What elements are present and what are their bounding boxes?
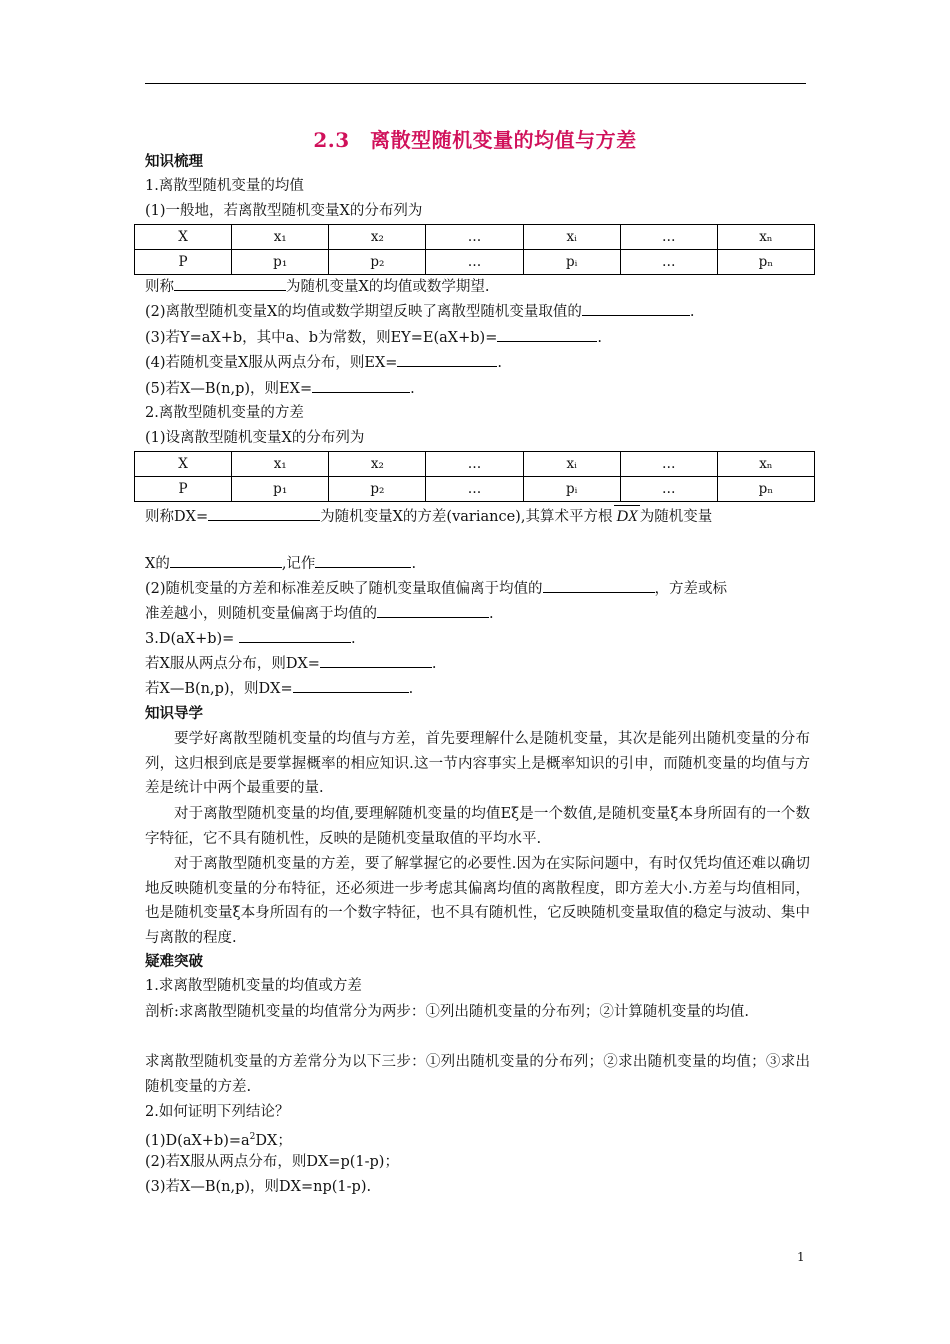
table-cell: pₙ (717, 250, 814, 275)
table-cell: … (620, 250, 717, 275)
table-cell: x₁ (232, 225, 329, 250)
table-cell: P (135, 477, 232, 502)
question-1: 1.求离散型随机变量的均值或方差 (145, 978, 362, 994)
table-intro-1: (1)一般地，若离散型随机变量X的分布列为 (145, 203, 423, 219)
binomial-mean-line: (5)若X—B(n,p)，则EX= . (145, 378, 415, 400)
table-cell: p₁ (232, 477, 329, 502)
table-cell: p₂ (329, 477, 426, 502)
table-row (135, 477, 815, 502)
conclusion-2: (2)若X服从两点分布，则DX=p(1-p)； (145, 1154, 399, 1170)
conclusion-3: (3)若X—B(n,p)，则DX=np(1-p). (145, 1179, 372, 1195)
table-cell: pᵢ (523, 477, 620, 502)
table-cell: X (135, 225, 232, 250)
table-cell: … (620, 477, 717, 502)
table-cell: … (620, 225, 717, 250)
table-cell: pᵢ (523, 250, 620, 275)
table-cell: … (620, 452, 717, 477)
table-row (135, 225, 815, 250)
answer-2-paragraph: 求离散型随机变量的方差常分为以下三步：①列出随机变量的分布列；②求出随机变量的均值；③求出随机变量的方差. (145, 1054, 810, 1095)
std-dev-line: X的 ,记作 . (145, 553, 416, 575)
table-cell: x₂ (329, 225, 426, 250)
table-row (135, 452, 815, 477)
distribution-table-2 (134, 451, 815, 502)
mean-reflects-line: (2)离散型随机变量X的均值或数学期望反映了离散型随机变量取值的 . (145, 301, 694, 323)
table-cell: … (426, 250, 523, 275)
section-heading-guide: 知识导学 (145, 705, 203, 722)
variance-reflects-line-2: 准差越小，则随机变量偏离于均值的 . (145, 603, 494, 625)
table-intro-2: (1)设离散型随机变量X的分布列为 (145, 430, 365, 446)
question-2: 2.如何证明下列结论？ (145, 1104, 290, 1120)
table-cell: p₁ (232, 250, 329, 275)
header-rule (145, 83, 806, 84)
linear-variance-line: 3.D(aX+b)= . (145, 628, 356, 650)
table-cell: pₙ (717, 477, 814, 502)
table-cell: xₙ (717, 225, 814, 250)
table-cell: xₙ (717, 452, 814, 477)
table-cell: p₂ (329, 250, 426, 275)
mean-definition-line: 则称 为随机变量X的均值或数学期望. (145, 276, 489, 298)
two-point-variance-line: 若X服从两点分布，则DX= . (145, 653, 437, 675)
table-cell: … (426, 452, 523, 477)
variance-definition-line: 则称DX= 为随机变量X的方差(variance),其算术平方根 DX 为随机变量 (145, 505, 712, 528)
table-cell: … (426, 477, 523, 502)
guide-paragraph-1: 要学好离散型随机变量的均值与方差，首先要理解什么是随机变量，其次是能列出随机变量的分布列，这归根到底是要掌握概率的相应知识.这一节内容事实上是概率知识的引申，而随机变量的均值与方差是统计中两个最重要的量. (145, 731, 810, 796)
conclusion-1: $(1)D(aX+b)=a^2DX$； (145, 1132, 292, 1149)
page-title: 2.3 离散型随机变量的均值与方差 (313, 128, 637, 152)
table-cell: P (135, 250, 232, 275)
subheading-mean: 1.离散型随机变量的均值 (145, 178, 304, 194)
linear-mean-line: (3)若Y=aX+b，其中a、b为常数，则EY=E(aX+b)= . (145, 327, 602, 349)
page-number: 1 (797, 1250, 805, 1264)
binomial-variance-line: 若X—B(n,p)，则DX= . (145, 678, 413, 700)
table-cell: xᵢ (523, 225, 620, 250)
table-cell: x₂ (329, 452, 426, 477)
sqrt-dx: DX (614, 505, 639, 528)
two-point-mean-line: (4)若随机变量X服从两点分布，则EX= . (145, 352, 502, 374)
table-row (135, 250, 815, 275)
distribution-table-1 (134, 224, 815, 275)
table-cell: xᵢ (523, 452, 620, 477)
answer-1-paragraph: 剖析:求离散型随机变量的均值常分为两步：①列出随机变量的分布列；②计算随机变量的均值. (145, 1004, 749, 1020)
section-heading-knowledge: 知识梳理 (145, 153, 203, 170)
table-cell: … (426, 225, 523, 250)
guide-paragraph-2: 对于离散型随机变量的均值,要理解随机变量的均值Eξ是一个数值,是随机变量ξ本身所固有的一个数字特征，它不具有随机性，反映的是随机变量取值的平均水平. (145, 806, 810, 847)
table-cell: X (135, 452, 232, 477)
section-heading-difficulties: 疑难突破 (145, 953, 203, 970)
guide-paragraph-3: 对于离散型随机变量的方差，要了解掌握它的必要性.因为在实际问题中，有时仅凭均值还难以确切地反映随机变量的分布特征，还必须进一步考虑其偏离均值的离散程度，即方差大小.方差与均值相同，也是随机变量ξ本身所固有的一个数字特征，也不具有随机性，它反映随机变量取值的稳定与波动、集中与离散的程度. (145, 856, 810, 946)
table-cell: x₁ (232, 452, 329, 477)
variance-reflects-line: (2)随机变量的方差和标准差反映了随机变量取值偏离于均值的 ，方差或标 (145, 578, 727, 600)
subheading-variance: 2.离散型随机变量的方差 (145, 405, 304, 421)
